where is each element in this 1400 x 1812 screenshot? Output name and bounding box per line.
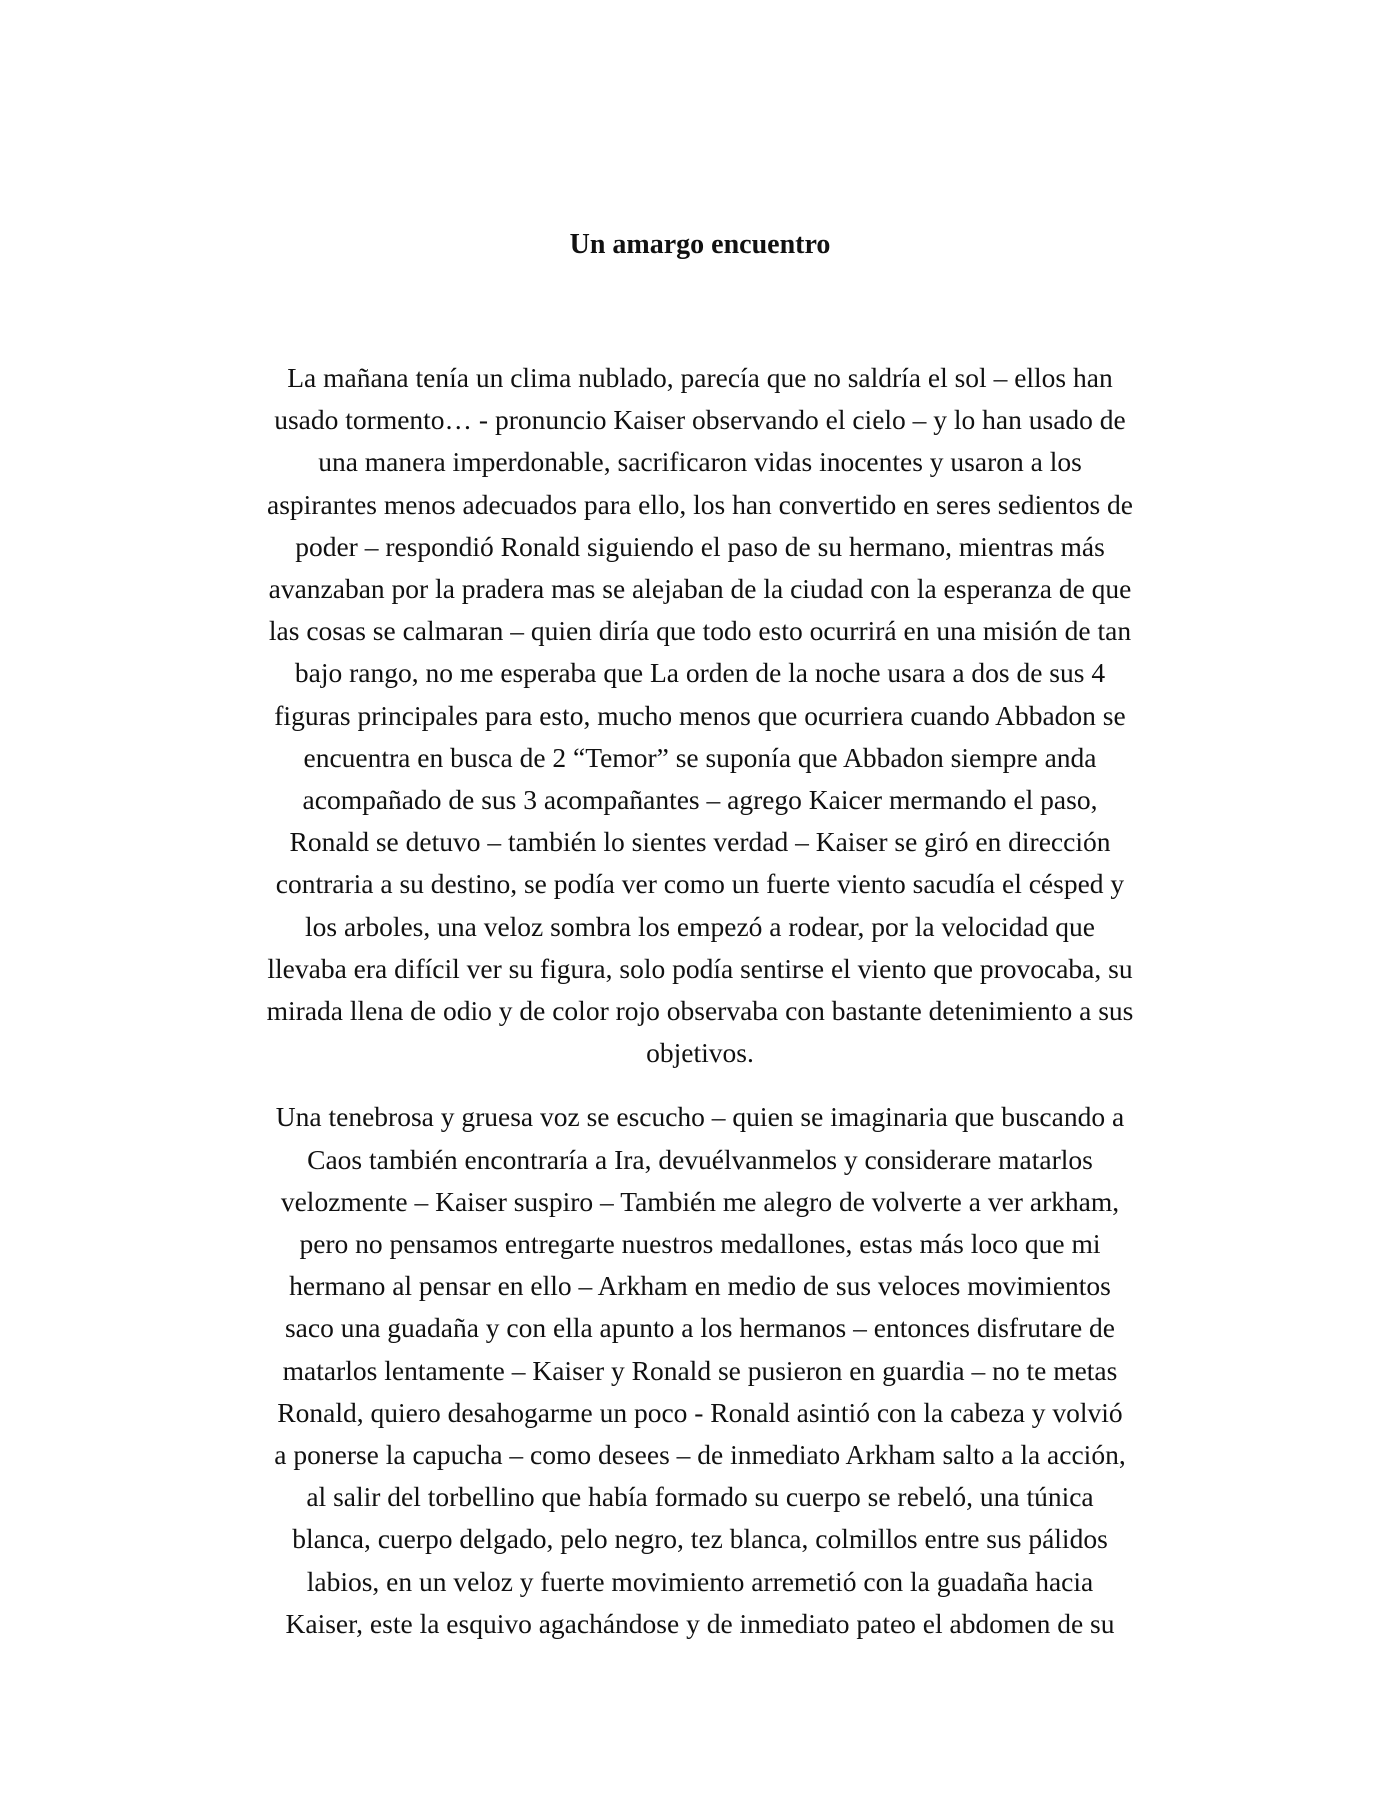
text-line: poder – respondió Ronald siguiendo el paso de su hermano, mientras más [295, 530, 1105, 562]
text-line: mirada llena de odio y de color rojo observaba con bastante detenimiento a sus [266, 995, 1134, 1027]
text-line: velozmente – Kaiser suspiro – También me alegro de volverte a ver arkham, [280, 1185, 1120, 1217]
text-line: los arboles, una veloz sombra los empezó a rodear, por la velocidad que [304, 910, 1095, 942]
text-line: Ronald, quiero desahogarme un poco - Ronald asintió con la cabeza y volvió [277, 1396, 1123, 1428]
text-line: Kaiser, este la esquivo agachándose y de inmediato pateo el abdomen de su [285, 1607, 1115, 1639]
text-line: llevaba era difícil ver su figura, solo podía sentirse el viento que provocaba, su [267, 952, 1133, 984]
text-line: saco una guadaña y con ella apunto a los hermanos – entonces disfrutare de [284, 1312, 1116, 1344]
document-body [190, 225, 1210, 1645]
text-line: una manera imperdonable, sacrificaron vidas inocentes y usaron a los [318, 446, 1082, 478]
text-line: a ponerse la capucha – como desees – de inmediato Arkham salto a la acción, [274, 1439, 1126, 1471]
text-line: encuentra en busca de 2 “Temor” se suponía que Abbadon siempre anda [303, 741, 1097, 773]
text-line: matarlos lentamente – Kaiser y Ronald se pusieron en guardia – no te metas [282, 1354, 1118, 1386]
text-line: las cosas se calmaran – quien diría que todo esto ocurrirá en una misión de tan [268, 615, 1132, 647]
text-line: Una tenebrosa y gruesa voz se escucho – quien se imaginaria que buscando a [275, 1101, 1125, 1133]
text-line: usado tormento… - pronuncio Kaiser observando el cielo – y lo han usado de [274, 404, 1126, 436]
text-line: Caos también encontraría a Ira, devuélvanmelos y considerare matarlos [307, 1143, 1093, 1175]
text-line: acompañado de sus 3 acompañantes – agrego Kaicer mermando el paso, [302, 784, 1098, 816]
text-line: objetivos. [646, 1037, 754, 1069]
text-line: al salir del torbellino que había formado su cuerpo se rebeló, una túnica [306, 1481, 1094, 1513]
title-spacer [190, 265, 1210, 357]
text-line: pero no pensamos entregarte nuestros medallones, estas más loco que mi [299, 1228, 1101, 1260]
paragraph-1 [190, 357, 1210, 1074]
text-line: figuras principales para esto, mucho menos que ocurriera cuando Abbadon se [274, 699, 1126, 731]
text-line: labios, en un veloz y fuerte movimiento arremetió con la guadaña hacia [306, 1565, 1094, 1597]
paragraph-gap [190, 1074, 1210, 1096]
text-line: aspirantes menos adecuados para ello, los han convertido en seres sedientos de [267, 488, 1133, 520]
text-line: avanzaban por la pradera mas se alejaban de la ciudad con la esperanza de que [268, 573, 1132, 605]
paragraph-2 [190, 1096, 1210, 1645]
text-line: hermano al pensar en ello – Arkham en medio de sus veloces movimientos [289, 1270, 1111, 1302]
text-line: La mañana tenía un clima nublado, parecía que no saldría el sol – ellos han [287, 362, 1113, 393]
text-line: Ronald se detuvo – también lo sientes verdad – Kaiser se giró en dirección [289, 826, 1111, 858]
page-title: Un amargo encuentro [569, 229, 831, 260]
text-line: bajo rango, no me esperaba que La orden de la noche usara a dos de sus 4 [294, 657, 1106, 689]
text-line: contraria a su destino, se podía ver como un fuerte viento sacudía el césped y [275, 868, 1125, 900]
text-line: blanca, cuerpo delgado, pelo negro, tez blanca, colmillos entre sus pálidos [292, 1523, 1108, 1555]
